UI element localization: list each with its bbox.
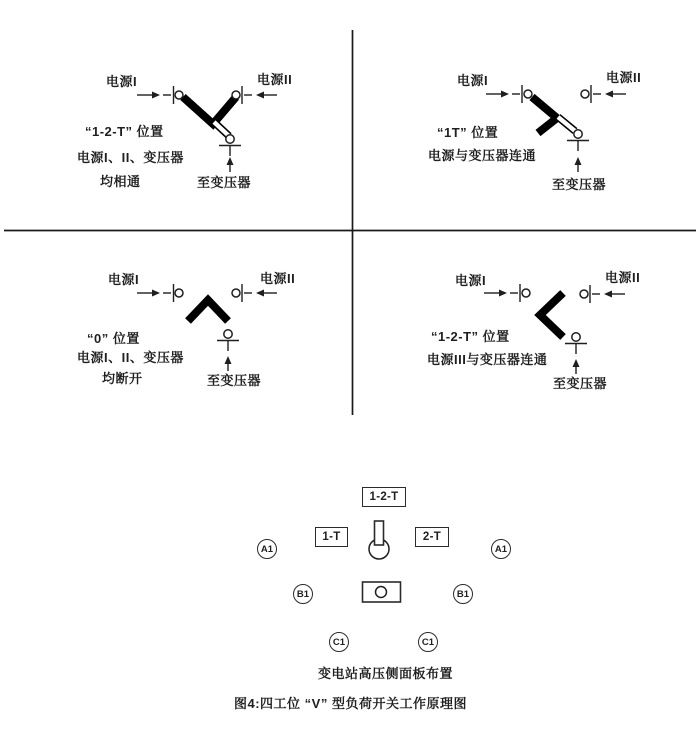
tl-right-contact xyxy=(232,91,240,99)
panel-terminal-c1-left: C1 xyxy=(329,632,349,652)
bl-position-label: “0” 位置 xyxy=(87,331,140,346)
plate-hole xyxy=(376,587,387,598)
tl-left-contact xyxy=(175,91,183,99)
tr-to-transformer-label: 至变压器 xyxy=(552,177,607,192)
br-switch-blades xyxy=(540,293,563,337)
panel-caption: 变电站高压侧面板布置 xyxy=(318,666,454,681)
tr-switch-blades xyxy=(532,97,557,133)
br-right-contact xyxy=(580,290,588,298)
tr-source-right-label: 电源II xyxy=(606,70,642,85)
panel-position-box-1-T: 1-T xyxy=(315,527,348,547)
bl-source-right-label: 电源II xyxy=(260,271,296,286)
tr-right-contact xyxy=(581,90,589,98)
br-transformer-contact xyxy=(572,333,580,341)
br-left-arrow-icon xyxy=(499,290,507,297)
bl-right-arrow-icon xyxy=(256,290,264,297)
bl-to-transformer-label: 至变压器 xyxy=(207,373,262,388)
panel-terminal-c1-right: C1 xyxy=(418,632,438,652)
bl-left-arrow-icon xyxy=(152,290,160,297)
br-right-arrow-icon xyxy=(604,291,612,298)
tr-left-contact xyxy=(524,90,532,98)
tr-left-arrow-icon xyxy=(501,91,509,98)
knob-handle xyxy=(375,521,384,545)
tl-left-arrow-icon xyxy=(152,92,160,99)
tl-transformer-contact xyxy=(226,135,234,143)
tl-desc-line2: 均相通 xyxy=(100,174,141,189)
bl-switch-blades xyxy=(188,300,228,321)
bl-right-contact xyxy=(232,289,240,297)
br-up-arrow-icon xyxy=(573,359,580,367)
tl-to-transformer-label: 至变压器 xyxy=(197,175,252,190)
panel-terminal-b1-left: B1 xyxy=(293,584,313,604)
br-source-right-label: 电源II xyxy=(605,270,641,285)
tl-source-right-label: 电源II xyxy=(257,72,293,87)
tr-source-left-label: 电源I xyxy=(457,73,489,88)
tr-desc-line1: 电源与变压器连通 xyxy=(428,148,537,163)
panel-terminal-a1-left: A1 xyxy=(257,539,277,559)
br-desc-line1: 电源III与变压器连通 xyxy=(427,352,548,367)
panel-terminal-b1-right: B1 xyxy=(453,584,473,604)
bl-transformer-contact xyxy=(224,330,232,338)
br-position-label: “1-2-T” 位置 xyxy=(431,329,510,344)
br-left-contact xyxy=(522,289,530,297)
bl-up-arrow-icon xyxy=(225,356,232,364)
bl-desc-line2: 均断开 xyxy=(102,371,143,386)
panel-lock-plate xyxy=(363,582,401,602)
tl-switch-blades xyxy=(183,97,236,124)
br-source-left-label: 电源I xyxy=(455,273,487,288)
panel-position-box-2-T: 2-T xyxy=(415,527,449,547)
tl-right-arrow-icon xyxy=(256,92,264,99)
bl-source-left-label: 电源I xyxy=(108,272,140,287)
tl-up-arrow-icon xyxy=(227,157,234,165)
panel-knob xyxy=(369,521,389,559)
tl-source-left-label: 电源I xyxy=(106,74,138,89)
tr-position-label: “1T” 位置 xyxy=(437,125,499,140)
bl-left-contact xyxy=(175,289,183,297)
tr-right-arrow-icon xyxy=(605,91,613,98)
tl-position-label: “1-2-T” 位置 xyxy=(85,124,164,139)
tl-desc-line1: 电源I、II、变压器 xyxy=(77,150,184,165)
bl-desc-line1: 电源I、II、变压器 xyxy=(77,350,184,365)
figure-caption: 图4:四工位 “V” 型负荷开关工作原理图 xyxy=(234,696,467,711)
br-to-transformer-label: 至变压器 xyxy=(553,376,608,391)
panel-position-box-1-2-T: 1-2-T xyxy=(362,487,406,507)
tr-transformer-contact xyxy=(574,130,582,138)
panel-terminal-a1-right: A1 xyxy=(491,539,511,559)
tr-up-arrow-icon xyxy=(575,157,582,165)
